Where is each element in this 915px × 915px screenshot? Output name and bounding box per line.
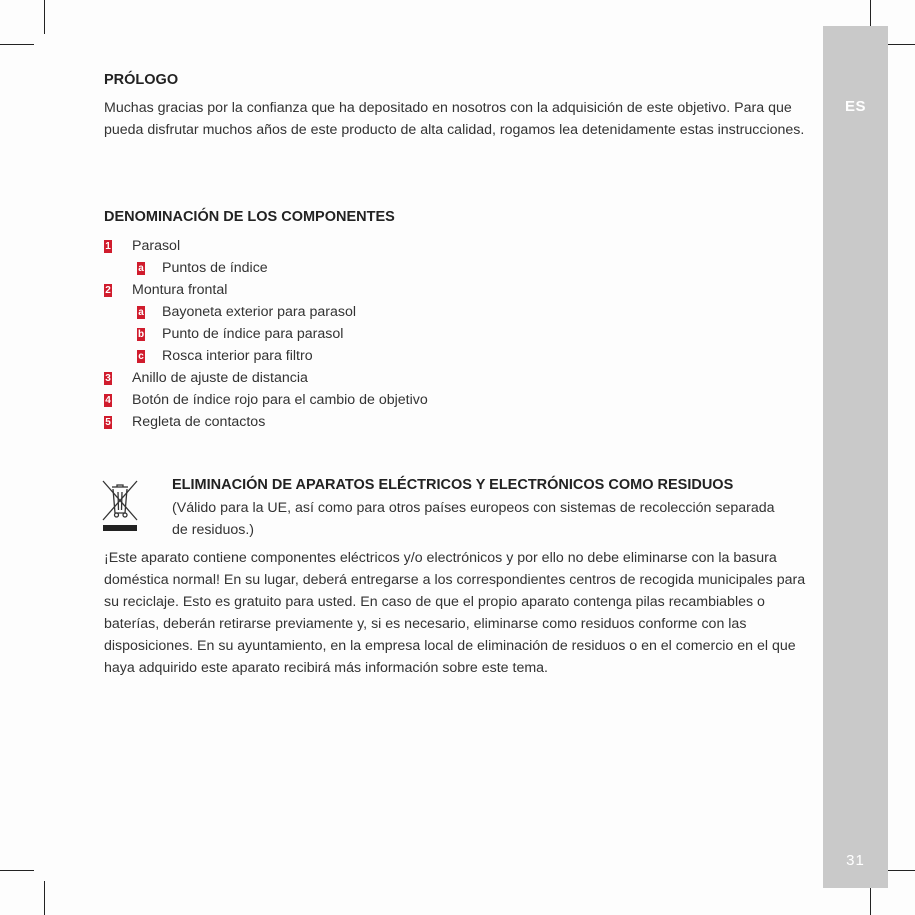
component-marker: b [137,329,145,340]
crop-mark [44,881,45,915]
crop-mark [0,870,34,871]
component-label: Montura frontal [132,282,228,298]
foreword-title: PRÓLOGO [104,72,179,88]
component-label: Bayoneta exterior para parasol [162,304,357,320]
disposal-text: ¡Este aparato contiene componentes eléctricos y/o electrónicos y por ello no debe eliminarse con la basura doméstica normal! En su lugar, deberá entregarse a los correspondientes centros de recogida municipales para su reciclaje. Esto es gratuito para usted. En caso de que el propio aparato contenga pilas recambiables o baterías, deberán retirarse previamente y, si es necesario, eliminarse como residuos conforme con las disposiciones. En su ayuntamiento, en la empresa local de eliminación de residuos o en el comercio en el que haya adquirido este aparato recibirá más información sobre este tema. [104,550,806,676]
component-marker: a [138,307,144,318]
component-label: Parasol [132,238,181,254]
component-label: Puntos de índice [162,260,268,276]
component-marker: 3 [105,373,111,384]
component-label: Punto de índice para parasol [162,326,344,342]
component-label: Regleta de contactos [132,414,266,430]
disposal-title: ELIMINACIÓN DE APARATOS ELÉCTRICOS Y ELECTRÓNICOS COMO RESIDUOS [172,477,734,493]
component-marker: c [138,351,144,362]
disposal-subtitle: (Válido para la UE, así como para otros países europeos con sistemas de recolección separada de residuos.) [172,500,775,538]
language-label: ES [844,98,866,115]
component-marker: 5 [105,417,111,428]
component-label: Botón de índice rojo para el cambio de objetivo [132,392,428,408]
foreword-text: Muchas gracias por la confianza que ha depositado en nosotros con la adquisición de este objetivo. Para que pueda disfrutar muchos años de este producto de alta calidad, rogamos lea detenidamente estas instrucciones. [104,100,805,138]
page-number: 31 [846,852,865,869]
component-marker: 4 [105,395,111,406]
component-label: Anillo de ajuste de distancia [132,370,308,386]
components-title: DENOMINACIÓN DE LOS COMPONENTES [104,209,395,225]
crop-mark [44,0,45,34]
component-marker: 1 [105,241,111,252]
crop-mark [0,44,34,45]
language-sidebar [823,26,888,888]
component-marker: a [138,263,144,274]
weee-crossed-bin-icon [101,478,139,532]
component-marker: 2 [105,285,111,296]
component-label: Rosca interior para filtro [162,348,313,364]
